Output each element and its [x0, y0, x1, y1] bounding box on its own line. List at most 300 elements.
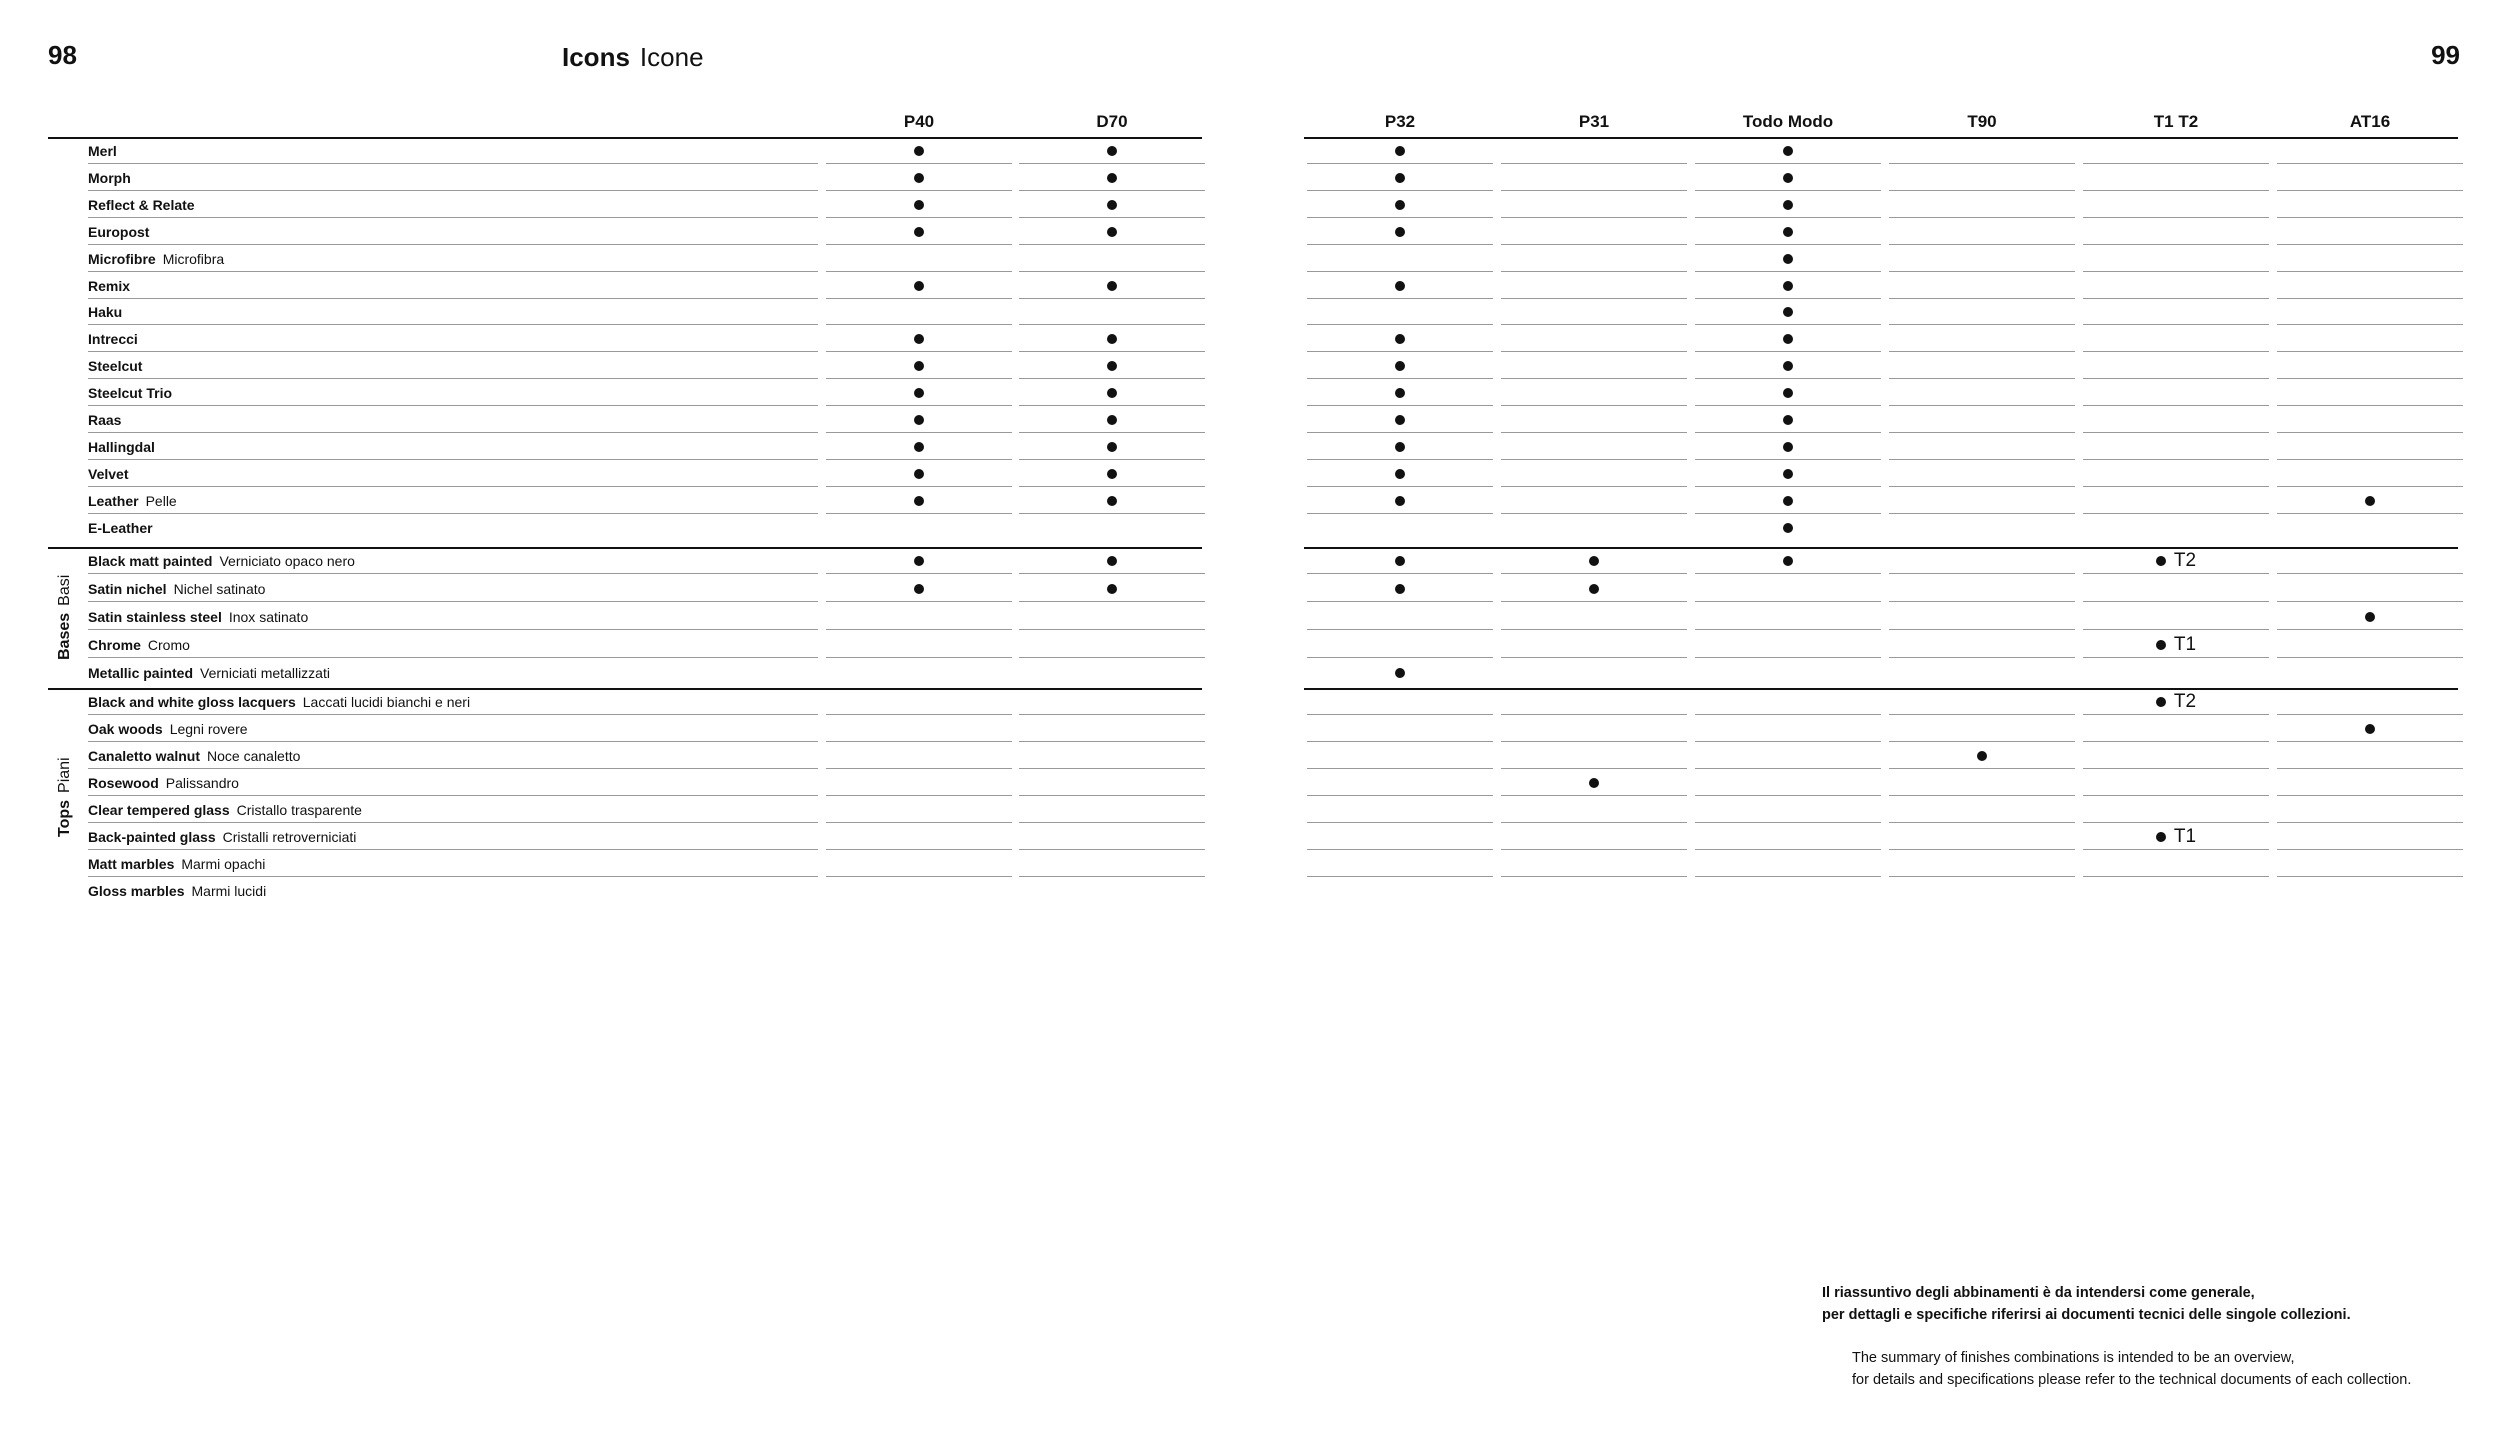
- row-separator: [88, 432, 818, 433]
- column-header-d70: D70: [1096, 112, 1128, 131]
- dot-marker: [914, 361, 924, 371]
- cell-t1t2: [2083, 635, 2269, 655]
- row-separator: [1307, 405, 1493, 406]
- row-label-it: Laccati lucidi bianchi e neri: [302, 694, 471, 710]
- row-separator: [1889, 217, 2075, 218]
- row-separator: [2277, 657, 2463, 658]
- row-label-en: Hallingdal: [88, 439, 155, 455]
- row-label-en: Leather: [88, 493, 139, 509]
- row-label-it: Nichel satinato: [173, 581, 266, 597]
- dot-marker: [1395, 415, 1405, 425]
- row-separator: [1695, 768, 1881, 769]
- cell-todomodo: [1695, 464, 1881, 484]
- row-separator: [1019, 822, 1205, 823]
- cell-d70: [1019, 464, 1205, 484]
- row-separator: [1501, 573, 1687, 574]
- dot-marker: [1783, 254, 1793, 264]
- row-separator: [1889, 629, 2075, 630]
- cell-p32: [1307, 141, 1493, 161]
- row-label-it: Marmi lucidi: [191, 883, 267, 899]
- group-rule: [48, 688, 1202, 690]
- row-separator: [88, 486, 818, 487]
- row-separator: [826, 849, 1012, 850]
- cell-d70: [1019, 437, 1205, 457]
- row-separator: [2277, 513, 2463, 514]
- row-separator: [1695, 298, 1881, 299]
- cell-d70: [1019, 356, 1205, 376]
- dot-marker: [1783, 415, 1793, 425]
- cell-t1t2: [2083, 827, 2269, 847]
- row-separator: [88, 351, 818, 352]
- row-separator: [1695, 432, 1881, 433]
- row-separator: [1695, 271, 1881, 272]
- row-label: [88, 518, 153, 538]
- row-separator: [1501, 190, 1687, 191]
- cell-todomodo: [1695, 329, 1881, 349]
- row-label-en: Merl: [88, 143, 117, 159]
- row-label: [88, 607, 308, 627]
- row-separator: [1019, 629, 1205, 630]
- row-separator: [1019, 876, 1205, 877]
- row-separator: [1695, 657, 1881, 658]
- dot-marker: [1107, 173, 1117, 183]
- group-rule: [1304, 688, 2458, 690]
- row-label: [88, 222, 149, 242]
- row-label-en: Reflect & Relate: [88, 197, 195, 213]
- column-header-p31: P31: [1578, 112, 1610, 131]
- row-separator: [1695, 513, 1881, 514]
- row-separator: [1889, 849, 2075, 850]
- row-separator: [1307, 378, 1493, 379]
- row-separator: [1889, 795, 2075, 796]
- row-label-it: Cromo: [147, 637, 190, 653]
- row-label: [88, 881, 266, 901]
- dot-marker: [1783, 388, 1793, 398]
- row-separator: [826, 768, 1012, 769]
- row-separator: [1695, 795, 1881, 796]
- cell-todomodo: [1695, 518, 1881, 538]
- row-label: [88, 635, 190, 655]
- row-separator: [2083, 217, 2269, 218]
- row-label-en: Rosewood: [88, 775, 159, 791]
- row-separator: [2083, 486, 2269, 487]
- row-separator: [2083, 244, 2269, 245]
- row-label-en: Matt marbles: [88, 856, 175, 872]
- row-separator: [1501, 849, 1687, 850]
- row-separator: [1695, 324, 1881, 325]
- cell-todomodo: [1695, 276, 1881, 296]
- row-separator: [1889, 486, 2075, 487]
- row-separator: [1695, 822, 1881, 823]
- row-separator: [1501, 768, 1687, 769]
- row-separator: [1019, 405, 1205, 406]
- row-separator: [826, 657, 1012, 658]
- row-separator: [2083, 405, 2269, 406]
- row-separator: [1889, 298, 2075, 299]
- dot-marker: [1107, 496, 1117, 506]
- row-separator: [88, 741, 818, 742]
- row-separator: [1019, 849, 1205, 850]
- row-separator: [1501, 601, 1687, 602]
- cell-p32: [1307, 410, 1493, 430]
- row-separator: [1307, 714, 1493, 715]
- dot-marker: [1783, 227, 1793, 237]
- row-separator: [2083, 351, 2269, 352]
- row-separator: [1501, 876, 1687, 877]
- dot-marker: [1395, 173, 1405, 183]
- row-label-en: Steelcut Trio: [88, 385, 173, 401]
- row-separator: [88, 876, 818, 877]
- note-italian: [1822, 1282, 2351, 1326]
- row-separator: [1019, 573, 1205, 574]
- cell-p40: [826, 464, 1012, 484]
- row-separator: [1695, 244, 1881, 245]
- row-separator: [1889, 573, 2075, 574]
- row-separator: [88, 714, 818, 715]
- dot-marker: [914, 146, 924, 156]
- dot-marker: [914, 556, 924, 566]
- row-separator: [2083, 298, 2269, 299]
- note-italian-line: per dettagli e specifiche riferirsi ai documenti tecnici delle singole collezioni.: [1822, 1307, 2351, 1323]
- cell-p40: [826, 141, 1012, 161]
- row-separator: [2277, 298, 2463, 299]
- row-separator: [826, 822, 1012, 823]
- row-separator: [2277, 459, 2463, 460]
- cell-todomodo: [1695, 356, 1881, 376]
- row-separator: [1889, 324, 2075, 325]
- row-label: [88, 302, 122, 322]
- row-separator: [826, 741, 1012, 742]
- row-separator: [2277, 601, 2463, 602]
- row-separator: [1307, 768, 1493, 769]
- row-separator: [2277, 629, 2463, 630]
- row-separator: [1307, 217, 1493, 218]
- variant-tag: T1: [2173, 634, 2197, 655]
- row-separator: [2277, 768, 2463, 769]
- row-separator: [1019, 190, 1205, 191]
- row-separator: [1019, 298, 1205, 299]
- cell-p32: [1307, 195, 1493, 215]
- row-label: [88, 579, 265, 599]
- row-separator: [1307, 432, 1493, 433]
- dot-marker: [1783, 334, 1793, 344]
- row-separator: [1695, 459, 1881, 460]
- cell-p40: [826, 491, 1012, 511]
- dot-marker: [1107, 146, 1117, 156]
- row-separator: [1501, 741, 1687, 742]
- cell-p32: [1307, 383, 1493, 403]
- row-separator: [1695, 876, 1881, 877]
- row-label-it: Cristallo trasparente: [236, 802, 362, 818]
- cell-p40: [826, 168, 1012, 188]
- row-separator: [1019, 714, 1205, 715]
- row-separator: [2083, 163, 2269, 164]
- row-label-it: Cristalli retroverniciati: [222, 829, 357, 845]
- cell-p32: [1307, 579, 1493, 599]
- row-separator: [826, 876, 1012, 877]
- dot-marker: [1395, 496, 1405, 506]
- row-label-it: Microfibra: [162, 251, 225, 267]
- row-separator: [88, 271, 818, 272]
- cell-p40: [826, 276, 1012, 296]
- dot-marker: [1783, 469, 1793, 479]
- row-separator: [1889, 657, 2075, 658]
- row-separator: [1501, 271, 1687, 272]
- row-separator: [826, 513, 1012, 514]
- cell-p40: [826, 410, 1012, 430]
- row-separator: [88, 378, 818, 379]
- row-separator: [826, 324, 1012, 325]
- row-label: [88, 410, 121, 430]
- row-label: [88, 383, 172, 403]
- cell-p32: [1307, 276, 1493, 296]
- row-separator: [1501, 324, 1687, 325]
- row-separator: [1889, 822, 2075, 823]
- cell-p32: [1307, 551, 1493, 571]
- row-label-en: Chrome: [88, 637, 141, 653]
- note-english-line: for details and specifications please refer to the technical documents of each collection.: [1852, 1372, 2412, 1388]
- row-label: [88, 195, 195, 215]
- row-separator: [1695, 378, 1881, 379]
- row-separator: [1501, 657, 1687, 658]
- row-separator: [1019, 432, 1205, 433]
- row-separator: [2277, 378, 2463, 379]
- dot-marker: [1783, 442, 1793, 452]
- dot-marker: [1107, 281, 1117, 291]
- row-label-en: Europost: [88, 224, 150, 240]
- dot-marker: [2156, 832, 2166, 842]
- row-separator: [1501, 432, 1687, 433]
- row-label-it: Noce canaletto: [207, 748, 301, 764]
- note-italian-line: Il riassuntivo degli abbinamenti è da intendersi come generale,: [1822, 1285, 2255, 1301]
- dot-marker: [1107, 200, 1117, 210]
- row-label: [88, 491, 177, 511]
- header-rule: [48, 137, 1202, 139]
- dot-marker: [1395, 388, 1405, 398]
- dot-marker: [1395, 668, 1405, 678]
- dot-marker: [2365, 724, 2375, 734]
- dot-marker: [1107, 584, 1117, 594]
- page-number-right: 99: [2431, 40, 2460, 70]
- cell-p32: [1307, 168, 1493, 188]
- dot-marker: [1589, 584, 1599, 594]
- row-separator: [2083, 601, 2269, 602]
- row-separator: [2083, 324, 2269, 325]
- dot-marker: [1783, 146, 1793, 156]
- dot-marker: [1395, 334, 1405, 344]
- cell-d70: [1019, 491, 1205, 511]
- row-separator: [1889, 378, 2075, 379]
- cell-todomodo: [1695, 491, 1881, 511]
- row-label-en: Satin stainless steel: [88, 609, 222, 625]
- row-separator: [2083, 714, 2269, 715]
- row-label-en: Black matt painted: [88, 553, 213, 569]
- dot-marker: [1107, 469, 1117, 479]
- row-separator: [1695, 573, 1881, 574]
- row-label-en: Black and white gloss lacquers: [88, 694, 296, 710]
- row-separator: [2277, 486, 2463, 487]
- dot-marker: [2365, 496, 2375, 506]
- row-separator: [2277, 573, 2463, 574]
- row-label-en: Oak woods: [88, 721, 163, 737]
- cell-p40: [826, 222, 1012, 242]
- cell-p40: [826, 195, 1012, 215]
- group-rule: [48, 547, 1202, 549]
- row-label-en: Gloss marbles: [88, 883, 185, 899]
- dot-marker: [914, 200, 924, 210]
- row-separator: [1695, 190, 1881, 191]
- row-separator: [1501, 217, 1687, 218]
- group-label-en: Tops: [56, 799, 73, 837]
- cell-p40: [826, 551, 1012, 571]
- row-separator: [88, 822, 818, 823]
- row-separator: [2083, 768, 2269, 769]
- row-separator: [2277, 741, 2463, 742]
- row-label: [88, 719, 248, 739]
- row-separator: [1019, 768, 1205, 769]
- header-rule: [1304, 137, 2458, 139]
- row-label: [88, 249, 224, 269]
- row-separator: [1019, 486, 1205, 487]
- row-separator: [88, 849, 818, 850]
- row-separator: [2083, 657, 2269, 658]
- row-separator: [1889, 163, 2075, 164]
- row-separator: [1019, 324, 1205, 325]
- row-separator: [1307, 573, 1493, 574]
- row-separator: [1019, 657, 1205, 658]
- row-separator: [1695, 629, 1881, 630]
- row-label-en: Velvet: [88, 466, 129, 482]
- cell-todomodo: [1695, 383, 1881, 403]
- note-english-line: The summary of finishes combinations is intended to be an overview,: [1852, 1350, 2295, 1366]
- cell-d70: [1019, 329, 1205, 349]
- cell-p32: [1307, 329, 1493, 349]
- dot-marker: [2156, 640, 2166, 650]
- dot-marker: [2156, 556, 2166, 566]
- dot-marker: [1395, 200, 1405, 210]
- row-separator: [1501, 163, 1687, 164]
- cell-d70: [1019, 579, 1205, 599]
- row-separator: [1019, 795, 1205, 796]
- dot-marker: [1395, 146, 1405, 156]
- title-it: Icone: [639, 42, 704, 72]
- row-separator: [88, 459, 818, 460]
- row-separator: [1695, 405, 1881, 406]
- row-separator: [2277, 217, 2463, 218]
- row-separator: [1307, 298, 1493, 299]
- row-label-it: Palissandro: [165, 775, 239, 791]
- row-separator: [1889, 601, 2075, 602]
- dot-marker: [1107, 227, 1117, 237]
- dot-marker: [1395, 584, 1405, 594]
- row-separator: [826, 714, 1012, 715]
- dot-marker: [1395, 361, 1405, 371]
- row-separator: [1307, 486, 1493, 487]
- row-separator: [2083, 849, 2269, 850]
- cell-p31: [1501, 773, 1687, 793]
- dot-marker: [914, 173, 924, 183]
- row-separator: [2083, 459, 2269, 460]
- cell-t1t2: [2083, 692, 2269, 712]
- cell-todomodo: [1695, 222, 1881, 242]
- row-label-en: Morph: [88, 170, 131, 186]
- column-header-t90: T90: [1967, 112, 1997, 131]
- row-separator: [88, 298, 818, 299]
- cell-p32: [1307, 663, 1493, 683]
- row-separator: [1889, 432, 2075, 433]
- row-separator: [1889, 459, 2075, 460]
- row-separator: [1501, 378, 1687, 379]
- row-separator: [2083, 378, 2269, 379]
- row-separator: [826, 244, 1012, 245]
- cell-p40: [826, 579, 1012, 599]
- cell-d70: [1019, 551, 1205, 571]
- row-separator: [2277, 876, 2463, 877]
- cell-p32: [1307, 491, 1493, 511]
- row-separator: [88, 629, 818, 630]
- row-separator: [1695, 486, 1881, 487]
- variant-tag: T2: [2173, 550, 2197, 571]
- row-separator: [2083, 876, 2269, 877]
- row-separator: [88, 190, 818, 191]
- row-separator: [1889, 513, 2075, 514]
- row-separator: [826, 163, 1012, 164]
- dot-marker: [1783, 361, 1793, 371]
- row-separator: [1889, 244, 2075, 245]
- cell-p31: [1501, 551, 1687, 571]
- cell-d70: [1019, 276, 1205, 296]
- row-separator: [1307, 459, 1493, 460]
- cell-p40: [826, 437, 1012, 457]
- row-separator: [826, 190, 1012, 191]
- row-label-en: Back-painted glass: [88, 829, 216, 845]
- row-separator: [1695, 351, 1881, 352]
- cell-d70: [1019, 410, 1205, 430]
- row-label-it: Inox satinato: [228, 609, 309, 625]
- row-separator: [2083, 741, 2269, 742]
- row-separator: [1501, 629, 1687, 630]
- row-separator: [1501, 351, 1687, 352]
- dot-marker: [914, 442, 924, 452]
- cell-d70: [1019, 222, 1205, 242]
- dot-marker: [914, 415, 924, 425]
- row-separator: [1019, 459, 1205, 460]
- row-separator: [88, 601, 818, 602]
- row-separator: [1695, 714, 1881, 715]
- row-separator: [1889, 714, 2075, 715]
- cell-d70: [1019, 383, 1205, 403]
- row-separator: [2277, 324, 2463, 325]
- row-separator: [1695, 849, 1881, 850]
- row-separator: [2083, 190, 2269, 191]
- column-header-at16: AT16: [2349, 112, 2391, 131]
- row-separator: [826, 573, 1012, 574]
- row-separator: [2083, 513, 2269, 514]
- row-label: [88, 551, 355, 571]
- dot-marker: [1977, 751, 1987, 761]
- dot-marker: [1107, 415, 1117, 425]
- row-separator: [1501, 486, 1687, 487]
- note-english: [1852, 1347, 2411, 1391]
- row-label-en: Remix: [88, 278, 131, 294]
- row-separator: [1019, 217, 1205, 218]
- row-separator: [2083, 271, 2269, 272]
- row-separator: [1889, 741, 2075, 742]
- row-separator: [1307, 822, 1493, 823]
- column-header-todomodo: Todo Modo: [1742, 112, 1834, 131]
- group-label-tops: [56, 757, 74, 837]
- row-separator: [1307, 657, 1493, 658]
